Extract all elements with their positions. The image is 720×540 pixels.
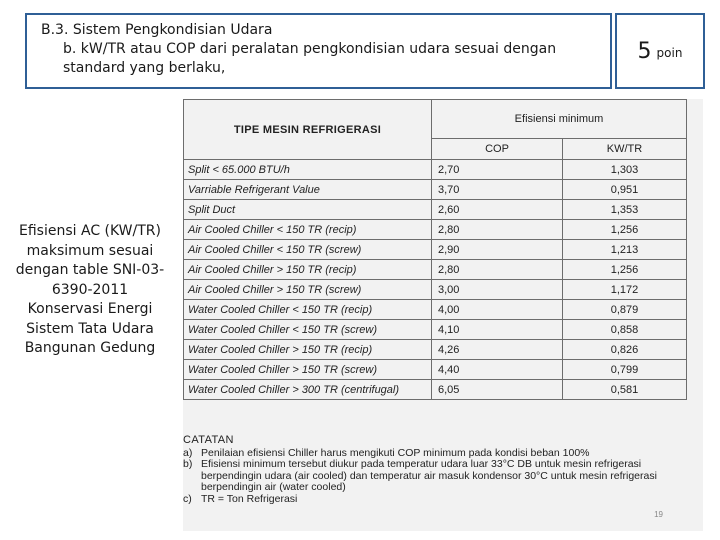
criteria-text-line-2: standard yang berlaku, bbox=[63, 60, 226, 76]
note-text: Penilaian efisiensi Chiller harus mengikuti COP minimum pada kondisi beban 100% bbox=[201, 446, 590, 459]
cop-cell: 6,05 bbox=[432, 380, 563, 400]
cop-cell: 2,90 bbox=[432, 240, 563, 260]
kwtr-cell: 1,353 bbox=[563, 200, 687, 220]
note-line bbox=[183, 494, 703, 506]
table-row bbox=[184, 360, 687, 380]
kwtr-cell: 0,879 bbox=[563, 300, 687, 320]
kwtr-cell: 0,858 bbox=[563, 320, 687, 340]
cop-cell: 4,10 bbox=[432, 320, 563, 340]
table-row bbox=[184, 240, 687, 260]
side-note-line: Konservasi Energi bbox=[27, 301, 153, 317]
refrigeration-type-cell: Air Cooled Chiller < 150 TR (recip) bbox=[184, 220, 432, 240]
kwtr-cell: 0,581 bbox=[563, 380, 687, 400]
side-note-line: Sistem Tata Udara bbox=[26, 320, 154, 337]
criteria-text-line-1: b. kW/TR atau COP dari peralatan pengkondisian udara sesuai dengan bbox=[63, 41, 557, 57]
cop-cell: 3,70 bbox=[432, 180, 563, 200]
section-title: B.3. Sistem Pengkondisian Udara bbox=[41, 22, 273, 38]
refrigeration-type-cell: Air Cooled Chiller > 150 TR (screw) bbox=[184, 280, 432, 300]
kwtr-column-header: KW/TR bbox=[563, 139, 687, 160]
efficiency-header: Efisiensi minimum bbox=[432, 100, 687, 139]
kwtr-cell: 1,303 bbox=[563, 160, 687, 180]
note-label bbox=[183, 471, 201, 483]
note-label: b) bbox=[183, 458, 193, 471]
kwtr-cell: 0,951 bbox=[563, 180, 687, 200]
scanned-table-image bbox=[183, 99, 703, 531]
cop-cell: 2,80 bbox=[432, 220, 563, 240]
note-text: Efisiensi minimum tersebut diukur pada temperatur udara luar 33°C DB untuk mesin refrigerasi bbox=[201, 458, 642, 471]
efficiency-table bbox=[183, 99, 687, 400]
kwtr-cell: 1,256 bbox=[563, 260, 687, 280]
note-text: TR = Ton Refrigerasi bbox=[201, 492, 298, 505]
table-row bbox=[184, 220, 687, 240]
refrigeration-type-cell: Air Cooled Chiller < 150 TR (screw) bbox=[184, 240, 432, 260]
page-number: 19 bbox=[654, 510, 663, 519]
cop-cell: 4,00 bbox=[432, 300, 563, 320]
refrigeration-type-cell: Split < 65.000 BTU/h bbox=[184, 160, 432, 180]
table-row bbox=[184, 200, 687, 220]
refrigeration-type-cell: Water Cooled Chiller > 150 TR (screw) bbox=[184, 360, 432, 380]
table-row bbox=[184, 160, 687, 180]
type-column-header: TIPE MESIN REFRIGERASI bbox=[184, 100, 432, 160]
note-label: c) bbox=[183, 492, 192, 505]
kwtr-cell: 1,213 bbox=[563, 240, 687, 260]
section-header-box bbox=[25, 13, 612, 89]
refrigeration-type-cell: Water Cooled Chiller > 150 TR (recip) bbox=[184, 340, 432, 360]
table-row bbox=[184, 280, 687, 300]
refrigeration-type-cell: Water Cooled Chiller > 300 TR (centrifugal) bbox=[184, 380, 432, 400]
kwtr-cell: 0,799 bbox=[563, 360, 687, 380]
side-note bbox=[0, 222, 180, 359]
table-row bbox=[184, 180, 687, 200]
cop-cell: 2,60 bbox=[432, 200, 563, 220]
kwtr-cell: 0,826 bbox=[563, 340, 687, 360]
note-label: a) bbox=[183, 446, 193, 459]
side-note-line: maksimum sesuai bbox=[26, 242, 154, 259]
notes-section bbox=[183, 435, 703, 506]
kwtr-cell: 1,256 bbox=[563, 220, 687, 240]
points-value: 5 bbox=[637, 38, 652, 64]
cop-cell: 4,26 bbox=[432, 340, 563, 360]
refrigeration-type-cell: Water Cooled Chiller < 150 TR (recip) bbox=[184, 300, 432, 320]
side-note-line: Efisiensi AC (KW/TR) bbox=[19, 223, 161, 239]
side-note-line: dengan table SNI-03- bbox=[15, 262, 165, 278]
table-row bbox=[184, 380, 687, 400]
table-row bbox=[184, 260, 687, 280]
table-row bbox=[184, 320, 687, 340]
refrigeration-type-cell: Air Cooled Chiller > 150 TR (recip) bbox=[184, 260, 432, 280]
side-note-line: Bangunan Gedung bbox=[24, 340, 156, 356]
notes-heading: CATATAN bbox=[183, 434, 234, 446]
refrigeration-type-cell: Split Duct bbox=[184, 200, 432, 220]
note-text: berpendingin udara (air cooled) dan temperatur air masuk kondensor 30°C untuk mesin refrigerasi bbox=[201, 469, 657, 482]
cop-column-header: COP bbox=[432, 139, 563, 160]
cop-cell: 4,40 bbox=[432, 360, 563, 380]
refrigeration-type-cell: Varriable Refrigerant Value bbox=[184, 180, 432, 200]
points-box bbox=[615, 13, 705, 89]
kwtr-cell: 1,172 bbox=[563, 280, 687, 300]
points-unit: poin bbox=[656, 46, 683, 60]
table-row bbox=[184, 340, 687, 360]
note-text: berpendingin air (water cooled) bbox=[201, 481, 346, 494]
cop-cell: 3,00 bbox=[432, 280, 563, 300]
table-row bbox=[184, 300, 687, 320]
refrigeration-type-cell: Water Cooled Chiller < 150 TR (screw) bbox=[184, 320, 432, 340]
cop-cell: 2,70 bbox=[432, 160, 563, 180]
side-note-line: 6390-2011 bbox=[51, 281, 129, 298]
cop-cell: 2,80 bbox=[432, 260, 563, 280]
